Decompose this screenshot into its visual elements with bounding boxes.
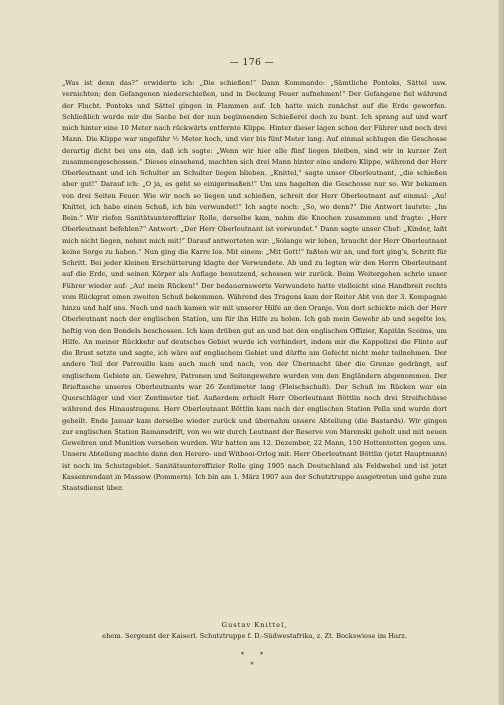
signature-name: Gustav Knittel, bbox=[221, 621, 288, 629]
body-paragraph: „Was ist denn das?“ erwiderte ich: „Die schießen!“ Dann Kommando: „Sämtliche Pontoks, Sättel usw. vernichten; den Gefangenen niederschießen, und in Deckung Feuer aufnehmen!“ Der Gefangene fiel während der Flucht. Pontoks und Sättel gingen in Flammen auf. Ich hatte mich zunächst auf die Erde geworfen. Schließlich wurde mir die Sache bei der nun beginnenden Schießerei doch zu bunt. Ich sprang auf und warf mich hinter eine 10 Meter nach rückwärts entfernte Klippe. Hinter dieser lagen schon der Führer und noch drei Mann. Die Klippe war ungefähr ½ Meter hoch, und vier bis fünf Meter lang. Auf einmal schlugen die Geschosse derartig dicht bei uns ein, daß ich sagte: „Wenn wir hier alle fünf liegen bleiben, sind wir in kurzer Zeit zusammengeschossen.“ Dieses einsehend, machten sich drei Mann hinter eine andere Klippe, während der Herr Oberleutnant und ich Schulter an Schulter liegen blieben. „Knittel,“ sagte unser Oberleutnant, „die schießen aber gut!“ Darauf ich: „O ja, es geht so einigermaßen!“ Um uns hagelten die Geschosse nur so. Wir bekamen von drei Seiten Feuer. Wie wir noch so liegen und schießen, schreit der Herr Oberleutnant auf einmal: „Au! Knittel, ich habe einen Schuß, ich bin verwundet!“ Ich sagte noch: „So, wo denn?“ Die Antwort lautete: „Im Bein.“ Wir riefen Sanitätsunteroffizier Rolle, derselbe kam, nahm die Knochen zusammen und fragte: „Herr Oberleutnant befehlen?“ Antwort: „Der Herr Oberleutnant ist verwundet.“ Dann sagte unser Chef: „Kinder, laßt mich nicht liegen, nehmt mich mit!“ Darauf antworteten wir: „Solange wir leben, braucht der Herr Oberleutnant keine Sorge zu haben.“ Nun ging die Karre los. Mit einem: „Mit Gott!“ faßten wir an, und fort ging's, Schritt für Schritt. Bei jeder kleinen Erschütterung klagte der Verwundete. Ab und zu legten wir den Herrn Oberleutnant auf die Erde, und seinen Körper als Auflage benutzend, schossen wir zurück. Beim Weitergehen schrie unser Führer wieder auf: „Au! mein Rücken!“ Der bedauernswerte Verwundete hatte vielleicht eine Handbreit rechts vom Rückgrat einen zweiten Schuß bekommen. Während des Tragens kam der Reiter Abt von der 3. Kompagnie hinzu und half uns. Nach und nach kamen wir mit unserer Hilfe an den Oranje. Von dort schickte mich der Herr Oberleutnant nach der englischen Station, um für ihn Hilfe zu holen. Ich gab mein Gewehr ab und segelte los, heftig von den Bondels beschossen. Ich kam drüben gut an und bat den englischen Offizier, Kapitän Sceims, um Hilfe. An meiner Rückkehr auf deutsches Gebiet wurde ich verhindert, indem mir die Kappolizei die Flinte auf die Brust setzte und sagte, ich wäre auf englischem Gebiet und dürfte am Gefecht nicht mehr teilnehmen. Der andere Teil der Patrouille kam auch nach und nach, von der Übermacht über die Grenze gedrängt, auf englischem Gebiete an. Gewehre, Patronen und Seitengewehre wurden von den Engländern abgenommen. Der Brieftasche unseres Oberleutnants war 26 Zentimeter lang (Fleischschuß). Der Schuß im Rücken war ein Querschläger und vier Zentimeter tief. Außerdem erhielt Herr Oberleutnant Böttlin noch drei Streifschüsse während des Hinaustragens. Herr Oberleutnant Böttlin kam nach der englischen Station Pella und wurde dort geheilt. Ende Januar kam derselbe wieder zurück und übernahm unsere Abteilung (die Bastards). Wir gingen zur englischen Station Ramansdrift, von wo wir durch Leutnant der Reserve von Marenski geholt und mit neuen Gewehren und Munition versehen wurden. Wir hatten am 12. Dezember, 22 Mann, 150 Hottentotten gegen uns. Unsere Abteilung machte dann den Herero- und Witbooi-Orlog mit. Herr Oberleutnant Böttlin (jetzt Hauptmann) ist noch im Schutzgebiet. Sanitätsunteroffizier Rolle ging 1905 nach Deutschland als Feldwebel und ist jetzt Kassenrendant in Massow (Pommern). Ich bin am 1. März 1907 aus der Schutztruppe ausgetreten und gehe zum Staatsdienst über. bbox=[62, 79, 447, 492]
signature-title: ehem. Sergeant der Kaiserl. Schutztruppe f. D.-Südwestafrika, z. Zt. Bockswiese im Harz. bbox=[102, 632, 407, 641]
asterism-ornament bbox=[0, 650, 504, 670]
page-number: — 176 — bbox=[229, 58, 275, 68]
ornament-row-top: * * bbox=[240, 651, 264, 659]
body-text bbox=[62, 78, 447, 494]
page-edge-shadow bbox=[498, 0, 504, 705]
signature-block bbox=[62, 620, 447, 643]
ornament-row-bottom: * bbox=[250, 661, 254, 669]
